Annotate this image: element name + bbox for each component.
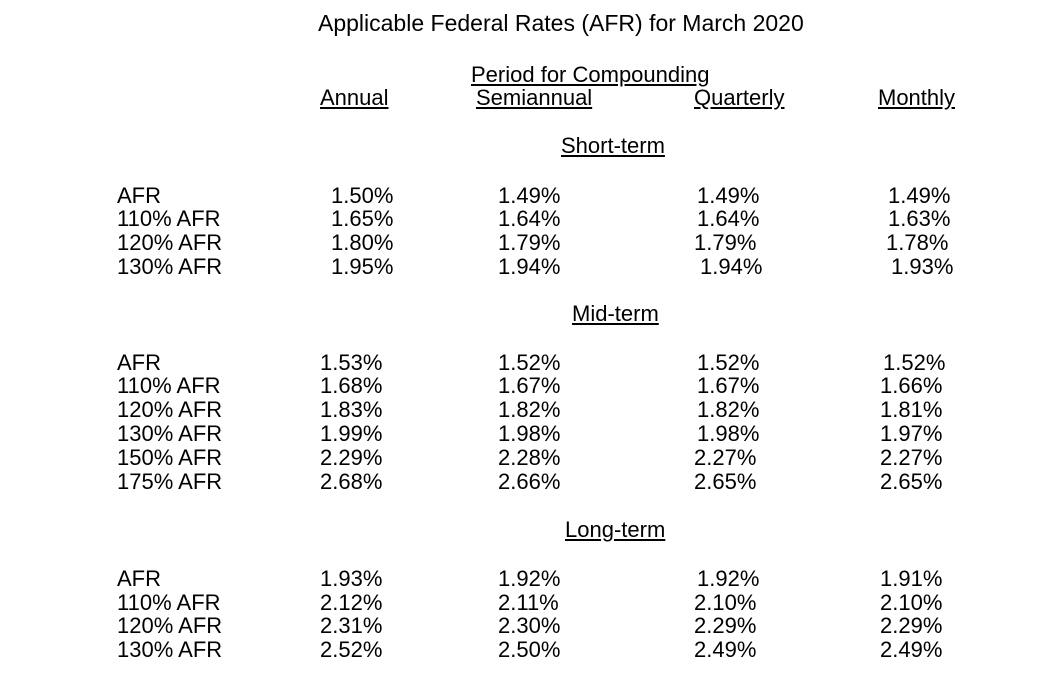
- table-row: [0, 637, 1053, 661]
- rate-annual: 2.52%: [320, 637, 383, 662]
- table-row: [0, 566, 1053, 590]
- row-label: 110% AFR: [117, 373, 221, 398]
- rate-monthly: 1.52%: [883, 350, 946, 375]
- rate-annual: 1.99%: [320, 421, 383, 446]
- section-title-short-term: Short-term: [561, 133, 665, 158]
- section-title-mid-term: Mid-term: [572, 301, 659, 326]
- rate-monthly: 2.10%: [880, 590, 943, 615]
- rate-semiannual: 1.82%: [498, 397, 561, 422]
- rate-annual: 1.80%: [331, 230, 394, 255]
- column-header-quarterly: Quarterly: [694, 85, 785, 110]
- rate-quarterly: 1.98%: [697, 421, 760, 446]
- rate-annual: 2.68%: [320, 469, 383, 494]
- rate-monthly: 1.93%: [891, 254, 954, 279]
- rate-quarterly: 1.94%: [700, 254, 763, 279]
- rate-semiannual: 1.49%: [498, 183, 561, 208]
- rate-semiannual: 2.50%: [498, 637, 561, 662]
- rate-semiannual: 2.30%: [498, 613, 561, 638]
- row-label: 130% AFR: [117, 421, 223, 446]
- rate-monthly: 2.49%: [880, 637, 943, 662]
- row-label: 175% AFR: [117, 469, 223, 494]
- rate-annual: 2.12%: [320, 590, 383, 615]
- rate-quarterly: 1.79%: [694, 230, 757, 255]
- rate-annual: 1.65%: [331, 206, 394, 231]
- rate-annual: 2.31%: [320, 613, 383, 638]
- rate-semiannual: 1.92%: [498, 566, 561, 591]
- table-row: [0, 373, 1053, 397]
- rate-quarterly: 2.29%: [694, 613, 757, 638]
- rate-semiannual: 1.67%: [498, 373, 561, 398]
- rate-semiannual: 1.79%: [498, 230, 561, 255]
- table-row: [0, 183, 1053, 207]
- column-header-monthly: Monthly: [878, 85, 956, 110]
- rate-quarterly: 1.82%: [697, 397, 760, 422]
- rate-semiannual: 1.94%: [498, 254, 561, 279]
- table-row: [0, 397, 1053, 421]
- table-row: [0, 445, 1053, 469]
- rate-monthly: 1.66%: [880, 373, 943, 398]
- row-label: 130% AFR: [117, 637, 223, 662]
- rate-annual: 1.53%: [320, 350, 383, 375]
- rate-quarterly: 1.64%: [697, 206, 760, 231]
- rate-annual: 1.50%: [331, 183, 394, 208]
- row-label: AFR: [117, 350, 161, 375]
- rate-quarterly: 1.49%: [697, 183, 760, 208]
- rate-quarterly: 2.27%: [694, 445, 757, 470]
- table-row: [0, 230, 1053, 254]
- table-row: [0, 350, 1053, 374]
- row-label: 110% AFR: [117, 206, 221, 231]
- table-row: [0, 421, 1053, 445]
- rate-semiannual: 1.98%: [498, 421, 561, 446]
- rate-monthly: 1.81%: [880, 397, 943, 422]
- row-label: 150% AFR: [117, 445, 223, 470]
- table-row: [0, 254, 1053, 278]
- rate-quarterly: 1.92%: [697, 566, 760, 591]
- rate-annual: 1.93%: [320, 566, 383, 591]
- rate-monthly: 1.78%: [886, 230, 949, 255]
- row-label: AFR: [117, 183, 161, 208]
- row-label: 120% AFR: [117, 613, 223, 638]
- table-row: [0, 613, 1053, 637]
- rate-monthly: 1.97%: [880, 421, 943, 446]
- rate-quarterly: 2.10%: [694, 590, 757, 615]
- column-header-annual: Annual: [320, 85, 389, 110]
- rate-semiannual: 2.28%: [498, 445, 561, 470]
- rate-monthly: 1.63%: [888, 206, 951, 231]
- column-header-semiannual: Semiannual: [476, 85, 593, 110]
- row-label: 130% AFR: [117, 254, 223, 279]
- rate-annual: 1.95%: [331, 254, 394, 279]
- row-label: 120% AFR: [117, 397, 223, 422]
- rate-quarterly: 1.67%: [697, 373, 760, 398]
- period-header: Period for Compounding: [471, 62, 710, 87]
- rate-monthly: 2.27%: [880, 445, 943, 470]
- rate-annual: 1.68%: [320, 373, 383, 398]
- rate-semiannual: 1.52%: [498, 350, 561, 375]
- rate-annual: 1.83%: [320, 397, 383, 422]
- section-title-long-term: Long-term: [565, 517, 666, 542]
- page-title: Applicable Federal Rates (AFR) for March 2020: [318, 10, 804, 36]
- rate-annual: 2.29%: [320, 445, 383, 470]
- table-row: [0, 206, 1053, 230]
- rate-semiannual: 2.66%: [498, 469, 561, 494]
- rate-quarterly: 2.49%: [694, 637, 757, 662]
- rate-monthly: 2.29%: [880, 613, 943, 638]
- rate-monthly: 1.49%: [888, 183, 951, 208]
- rate-semiannual: 2.11%: [498, 590, 559, 615]
- table-row: [0, 590, 1053, 614]
- rate-monthly: 1.91%: [880, 566, 943, 591]
- rate-quarterly: 2.65%: [694, 469, 757, 494]
- rate-semiannual: 1.64%: [498, 206, 561, 231]
- row-label: 120% AFR: [117, 230, 223, 255]
- row-label: AFR: [117, 566, 161, 591]
- row-label: 110% AFR: [117, 590, 221, 615]
- rate-quarterly: 1.52%: [697, 350, 760, 375]
- table-row: [0, 469, 1053, 493]
- rate-monthly: 2.65%: [880, 469, 943, 494]
